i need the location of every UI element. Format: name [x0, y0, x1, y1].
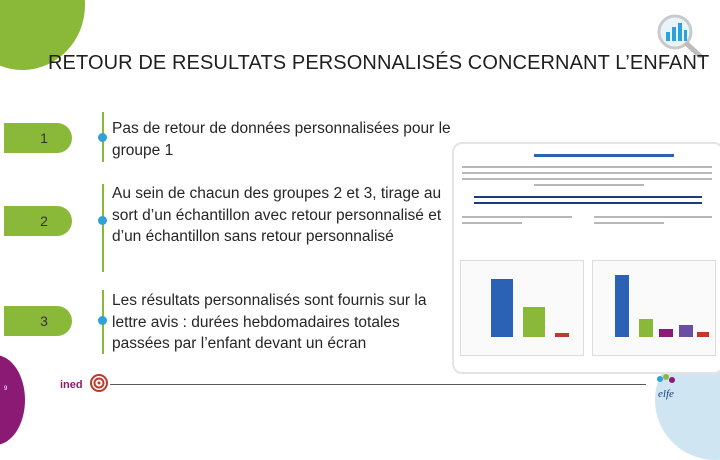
point-bullet-3: [98, 316, 107, 325]
chart-bar: [659, 329, 673, 337]
point-number-label: 1: [40, 130, 48, 146]
point-number-label: 2: [40, 213, 48, 229]
page-number: 9: [4, 386, 8, 392]
elfe-logo-text: elfe: [658, 388, 674, 400]
point-bullet-1: [98, 133, 107, 142]
letter-highlight-line: [474, 202, 702, 204]
chart-caption-line: [594, 216, 712, 218]
slide-title: RETOUR DE RESULTATS PERSONNALISÉS CONCERNANT L’ENFANT: [48, 52, 710, 74]
chart-caption-line: [594, 222, 664, 224]
letter-text-line: [534, 184, 644, 186]
letter-text-line: [462, 178, 712, 180]
elfe-logo-icon: [652, 373, 680, 403]
point-divider-2: [102, 184, 104, 272]
point-text-3: Les résultats personnalisés sont fournis sur la lettre avis : durées hebdomadaires totales passées par l’enfant devant un écran: [112, 292, 427, 352]
letter-chart-right: [592, 260, 716, 356]
number-badge: [4, 206, 72, 236]
chart-bar: [491, 279, 513, 337]
ined-logo-text: ined: [60, 379, 83, 391]
point-number-1: [14, 123, 74, 153]
corner-decoration-purple: [0, 355, 25, 445]
point-bullet-2: [98, 216, 107, 225]
point-number-label: 3: [40, 313, 48, 329]
letter-heading-line: [534, 154, 674, 157]
chart-caption-line: [462, 216, 572, 218]
chart-bar: [523, 307, 545, 337]
point-number-3: [14, 306, 74, 336]
letter-text-line: [462, 172, 712, 174]
letter-highlight-line: [474, 196, 702, 198]
chart-bar: [615, 275, 629, 337]
chart-bar: [697, 332, 709, 337]
point-number-2: [14, 206, 74, 236]
number-badge: [4, 306, 72, 336]
point-text-1: Pas de retour de données personnalisées pour le groupe 1: [112, 120, 451, 159]
point-text-2: Au sein de chacun des groupes 2 et 3, tirage au sort d’un échantillon avec retour personnalisé et d’un échantillon sans retour personnalisé: [112, 185, 442, 245]
letter-chart-left: [460, 260, 584, 356]
footer-divider: [110, 384, 646, 385]
chart-caption-line: [462, 222, 522, 224]
ined-logo-icon: [89, 373, 109, 393]
results-letter-thumbnail: [452, 142, 720, 374]
chart-bar: [679, 325, 693, 337]
number-badge: [4, 123, 72, 153]
chart-bar: [639, 319, 653, 337]
letter-text-line: [462, 166, 712, 168]
chart-bar: [555, 333, 569, 337]
